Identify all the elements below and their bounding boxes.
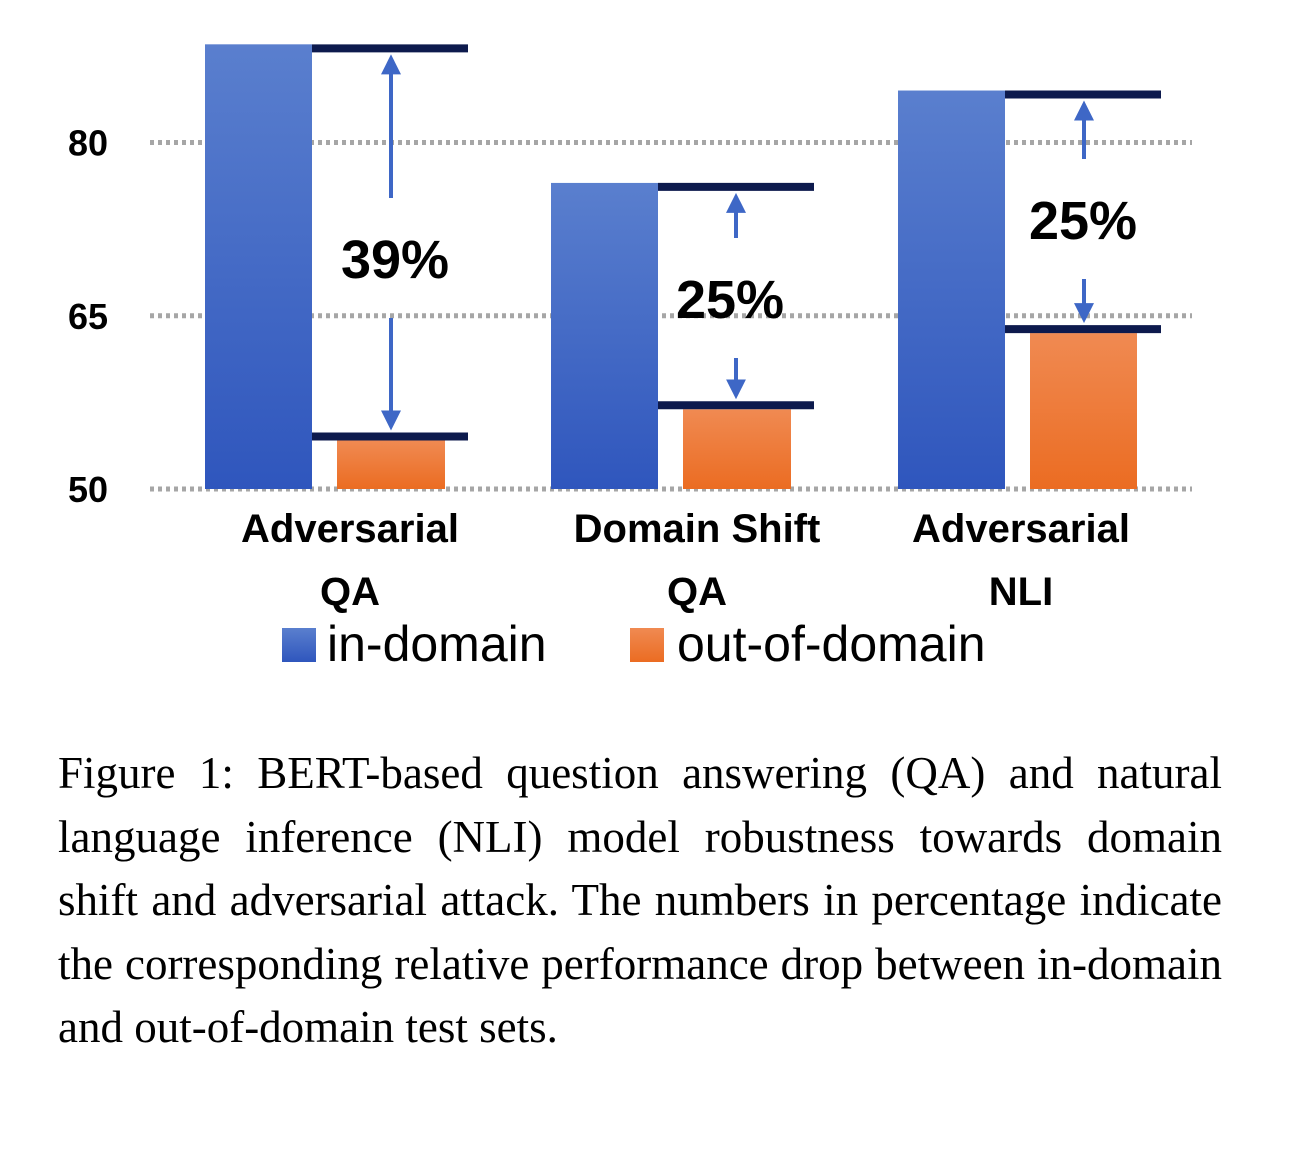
- bar-out-of-domain: [337, 440, 445, 489]
- legend-label-in-domain: in-domain: [327, 616, 547, 672]
- drop-label-domain-shift-qa: 25%: [675, 270, 785, 330]
- x-axis-categories: [241, 507, 1130, 614]
- drop-percentages: [341, 191, 1137, 330]
- legend: [282, 616, 986, 672]
- bar-in-domain: [898, 91, 1005, 489]
- y-tick-label: 65: [67, 295, 108, 337]
- legend-swatch-out-of-domain: [630, 628, 664, 662]
- y-axis: [68, 123, 108, 511]
- category-label: QA: [320, 570, 380, 614]
- drop-label-adversarial-qa: 39%: [340, 230, 450, 290]
- y-tick-label: 50: [67, 469, 108, 510]
- category-label: Adversarial: [912, 507, 1130, 551]
- category-label: Adversarial: [241, 507, 459, 551]
- category-label: QA: [667, 570, 727, 614]
- y-tick-label: 80: [67, 122, 108, 164]
- bar-in-domain: [205, 44, 312, 489]
- legend-label-out-of-domain: out-of-domain: [677, 616, 986, 672]
- legend-swatch-in-domain: [282, 628, 316, 662]
- bar-in-domain: [551, 183, 658, 489]
- bar-out-of-domain: [1030, 333, 1137, 489]
- figure-caption: Figure 1: BERT-based question answering (QA) and natural language inference (NLI) model robustness towards domain shift and adversarial attack. The numbers in percentage indicate the corresponding relative performance drop between in-domain and out-of-domain test sets.: [58, 748, 1222, 1052]
- drop-label-adversarial-nli: 25%: [1028, 191, 1138, 251]
- category-label: NLI: [988, 570, 1054, 614]
- bar-out-of-domain: [683, 409, 791, 489]
- category-label: Domain Shift: [573, 507, 821, 551]
